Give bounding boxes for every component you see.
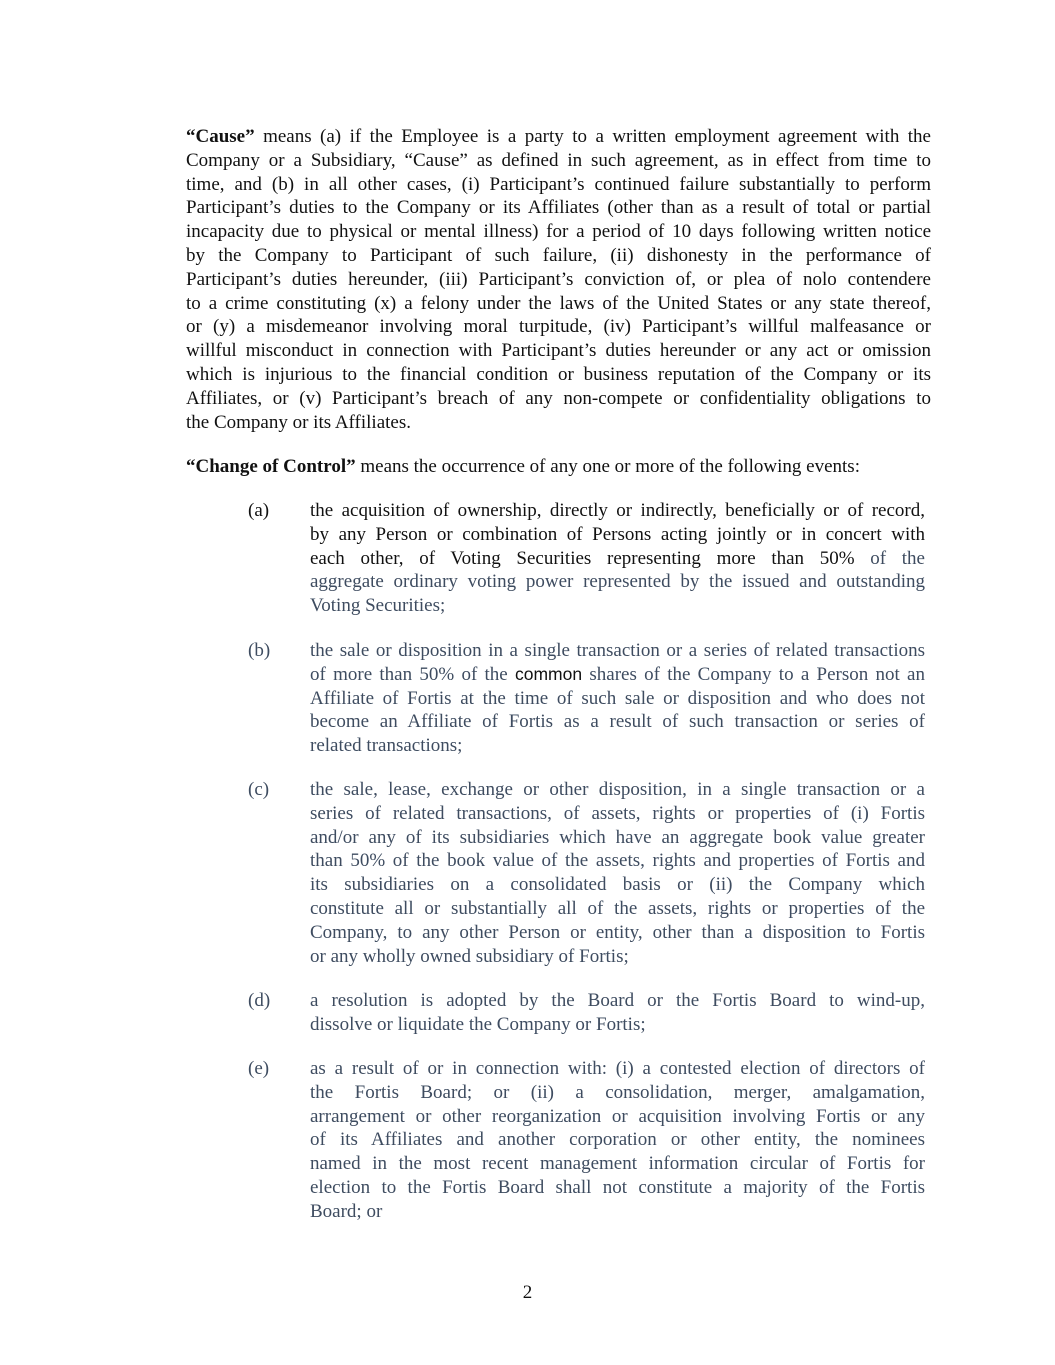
- item-label: (d): [248, 990, 271, 1011]
- text-line: [186, 196, 931, 220]
- text-line: [186, 315, 931, 339]
- text-line: [310, 1105, 925, 1129]
- text-line: [310, 547, 925, 571]
- text-line: [310, 523, 925, 547]
- text-line: [310, 778, 925, 802]
- text-line: [310, 734, 925, 758]
- item-text: related transactions;: [310, 735, 463, 757]
- definition-text: means (a) if the Employee is a party to a written employment agreement with the: [254, 126, 931, 147]
- item-text: each other, of Voting Securities representing more than 50%: [310, 547, 855, 569]
- item-text: of more than 50% of the: [310, 663, 515, 685]
- text-line: [186, 292, 931, 316]
- definition-text: which is injurious to the financial condition or business reputation of the Company or its: [186, 363, 931, 385]
- text-line: [186, 268, 931, 292]
- text-line: [310, 594, 925, 618]
- definition-text: time, and (b) in all other cases, (i) Participant’s continued failure substantially to perform: [186, 173, 931, 195]
- definition-text: willful misconduct in connection with Participant’s duties hereunder or any act or omission: [186, 340, 931, 362]
- text-line: [310, 1128, 925, 1152]
- item-text: and/or any of its subsidiaries which have an aggregate book value greater: [310, 826, 925, 848]
- item-text: of its Affiliates and another corporation or other entity, the nominees: [310, 1129, 925, 1151]
- definition-text: means the occurrence of any one or more of the following events:: [355, 456, 860, 477]
- definition-text: incapacity due to physical or mental illness) for a period of 10 days following written notice: [186, 221, 931, 243]
- text-line: [310, 570, 925, 594]
- text-line: [186, 220, 931, 244]
- cause-definition: [186, 125, 931, 434]
- defined-term: “Cause”: [186, 126, 255, 147]
- item-text: Voting Securities;: [310, 595, 446, 617]
- text-line: [310, 1200, 925, 1224]
- page-number: 2: [522, 1282, 533, 1303]
- item-text: arrangement or other reorganization or acquisition involving Fortis or any: [310, 1105, 925, 1127]
- item-text: the sale or disposition in a single transaction or a series of related transactions: [310, 640, 925, 661]
- text-line: [186, 339, 931, 363]
- text-line: [310, 663, 925, 687]
- item-text: aggregate ordinary voting power represented by the issued and outstanding: [310, 571, 925, 593]
- item-label: (b): [248, 640, 271, 661]
- item-text: election to the Fortis Board shall not constitute a majority of the Fortis: [310, 1176, 925, 1198]
- item-text: its subsidiaries on a consolidated basis or (ii) the Company which: [310, 874, 925, 896]
- text-line: [310, 826, 925, 850]
- item-text: Company, to any other Person or entity, other than a disposition to Fortis: [310, 921, 925, 943]
- text-line: [310, 1081, 925, 1105]
- item-text: become an Affiliate of Fortis as a result of such transaction or series of: [310, 711, 925, 733]
- text-line: [186, 387, 931, 411]
- item-text: shares of the Company to a Person not an: [582, 663, 925, 685]
- text-line: [310, 849, 925, 873]
- text-line: [186, 363, 931, 387]
- change-of-control-definition: [186, 455, 931, 479]
- defined-term: “Change of Control”: [186, 456, 356, 477]
- text-line: [310, 921, 925, 945]
- item-text: the sale, lease, exchange or other disposition, in a single transaction or a: [310, 779, 925, 800]
- text-line: [310, 639, 925, 663]
- text-line: [310, 1057, 925, 1081]
- item-text: by any Person or combination of Persons acting jointly or in concert with: [310, 523, 925, 545]
- item-text: or any wholly owned subsidiary of Fortis;: [310, 945, 629, 967]
- text-line: [310, 710, 925, 734]
- definition-text: to a crime constituting (x) a felony under the laws of the United States or any state thereof,: [186, 292, 931, 314]
- definition-text: by the Company to Participant of such failure, (ii) dishonesty in the performance of: [186, 244, 931, 266]
- item-text: the acquisition of ownership, directly or indirectly, beneficially or of record,: [310, 500, 925, 521]
- item-label: (a): [248, 500, 270, 521]
- definition-text: Company or a Subsidiary, “Cause” as defined in such agreement, as in effect from time to: [186, 149, 931, 171]
- item-label: (c): [248, 779, 270, 800]
- text-line: [186, 149, 931, 173]
- item-text: Affiliate of Fortis at the time of such sale or disposition and who does not: [310, 687, 925, 709]
- text-line: [310, 945, 925, 969]
- definition-text: Participant’s duties to the Company or its Affiliates (other than as a result of total or partial: [186, 197, 931, 219]
- text-line: [310, 687, 925, 711]
- text-line: [310, 1152, 925, 1176]
- item-text: common: [515, 663, 583, 684]
- item-text: the Fortis Board; or (ii) a consolidation, merger, amalgamation,: [310, 1081, 925, 1103]
- item-text: than 50% of the book value of the assets, rights and properties of Fortis and: [310, 850, 925, 872]
- item-text: as a result of or in connection with: (i) a contested election of directors of: [310, 1058, 925, 1079]
- text-line: [310, 873, 925, 897]
- item-text: constitute all or substantially all of the assets, rights or properties of the: [310, 897, 925, 919]
- text-line: [186, 411, 931, 435]
- text-line: [186, 173, 931, 197]
- text-line: [310, 802, 925, 826]
- text-line: [186, 244, 931, 268]
- text-line: [310, 1176, 925, 1200]
- definition-text: Affiliates, or (v) Participant’s breach of any non-compete or confidentiality obligations to: [186, 387, 931, 409]
- text-line: [186, 125, 931, 149]
- item-text: a resolution is adopted by the Board or the Fortis Board to wind-up,: [310, 990, 925, 1011]
- definition-text: or (y) a misdemeanor involving moral turpitude, (iv) Participant’s willful malfeasance or: [186, 316, 931, 338]
- item-text: of the: [854, 547, 925, 569]
- text-line: [310, 989, 925, 1013]
- item-label: (e): [248, 1058, 270, 1079]
- item-text: dissolve or liquidate the Company or Fortis;: [310, 1013, 646, 1035]
- definition-text: Participant’s duties hereunder, (iii) Participant’s conviction of, or plea of nolo contendere: [186, 268, 931, 290]
- definition-text: the Company or its Affiliates.: [186, 411, 411, 433]
- text-line: [310, 1013, 925, 1037]
- text-line: [310, 499, 925, 523]
- item-text: series of related transactions, of assets, rights or properties of (i) Fortis: [310, 802, 925, 824]
- text-line: [310, 897, 925, 921]
- item-text: Board; or: [310, 1200, 383, 1222]
- item-text: named in the most recent management information circular of Fortis for: [310, 1153, 925, 1175]
